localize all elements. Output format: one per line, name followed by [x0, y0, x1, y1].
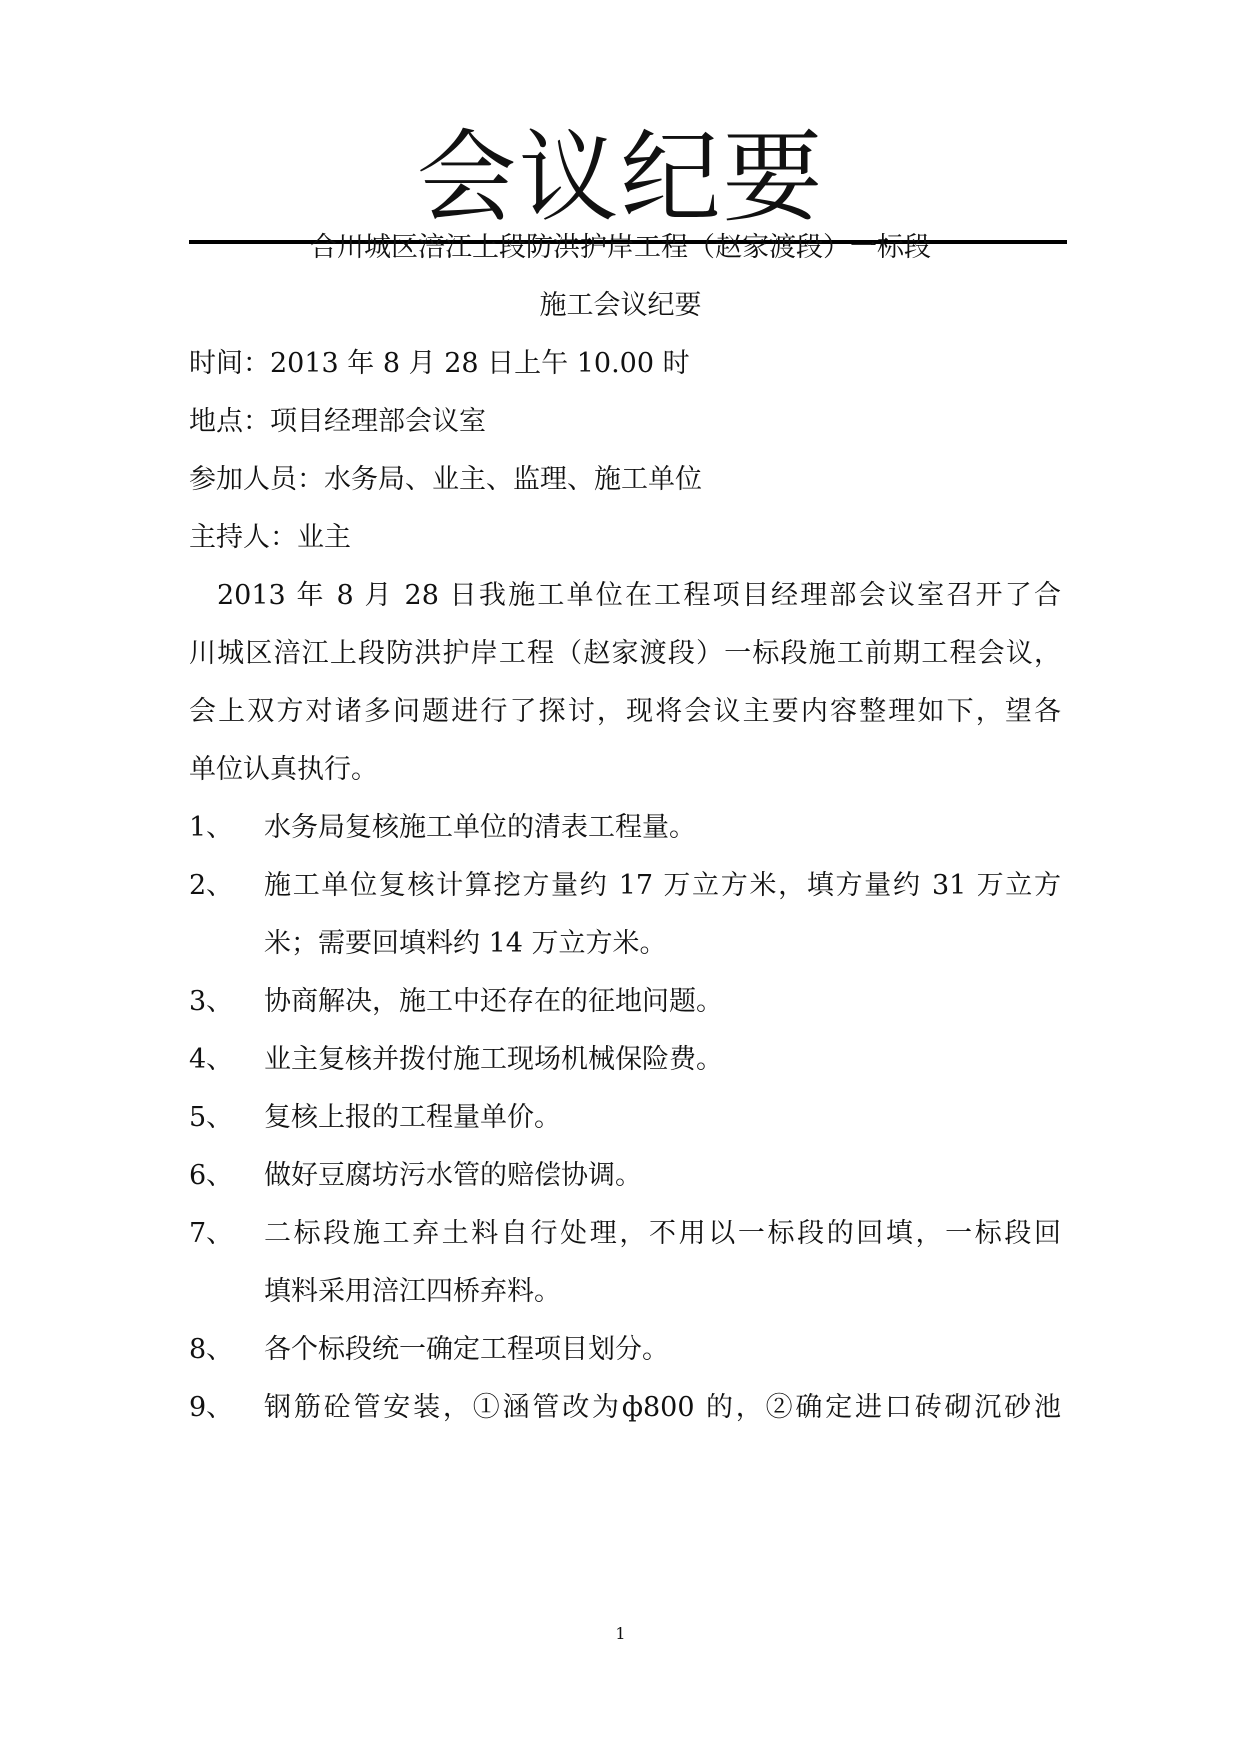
- item-text-continued: 填料采用涪江四桥弃料。: [264, 1276, 561, 1307]
- item-number: 5、: [189, 1102, 234, 1133]
- item-text: 钢筋砼管安装，①涵管改为ф800 的，②确定进口砖砌沉砂池: [264, 1392, 1061, 1423]
- intro-line-2: 川城区涪江上段防洪护岸工程（赵家渡段）一标段施工前期工程会议，: [189, 638, 1061, 669]
- item-number: 8、: [189, 1334, 234, 1365]
- subtitle-line-2: 施工会议纪要: [539, 290, 702, 321]
- item-text: 施工单位复核计算挖方量约 17 万立方米，填方量约 31 万立方: [264, 870, 1061, 901]
- item-number: 2、: [189, 870, 234, 901]
- item-text: 二标段施工弃土料自行处理，不用以一标段的回填，一标段回: [264, 1218, 1061, 1249]
- intro-line-3: 会上双方对诸多问题进行了探讨，现将会议主要内容整理如下，望各: [189, 696, 1061, 727]
- meeting-host: 主持人：业主: [189, 522, 351, 553]
- item-text-continued: 米；需要回填料约 14 万立方米。: [264, 928, 667, 959]
- document-title: 会议纪要: [416, 119, 825, 236]
- intro-line-4: 单位认真执行。: [189, 754, 378, 785]
- subtitle-line-1: 合川城区涪江上段防洪护岸工程（赵家渡段）一标段: [310, 232, 931, 263]
- item-text: 协商解决，施工中还存在的征地问题。: [264, 986, 723, 1017]
- item-text: 水务局复核施工单位的清表工程量。: [264, 812, 696, 843]
- item-number: 1、: [189, 812, 234, 843]
- meeting-place: 地点：项目经理部会议室: [189, 406, 486, 437]
- item-number: 9、: [189, 1392, 234, 1423]
- page-number: 1: [615, 1624, 626, 1643]
- meeting-attendees: 参加人员：水务局、业主、监理、施工单位: [189, 464, 702, 495]
- item-number: 3、: [189, 986, 234, 1017]
- meeting-time: 时间：2013 年 8 月 28 日上午 10.00 时: [189, 348, 690, 379]
- item-text: 复核上报的工程量单价。: [264, 1102, 561, 1133]
- item-text: 业主复核并拨付施工现场机械保险费。: [264, 1044, 723, 1075]
- intro-line-1: 2013 年 8 月 28 日我施工单位在工程项目经理部会议室召开了合: [217, 580, 1061, 611]
- item-text: 做好豆腐坊污水管的赔偿协调。: [264, 1160, 642, 1191]
- item-text: 各个标段统一确定工程项目划分。: [264, 1334, 669, 1365]
- item-number: 7、: [189, 1218, 234, 1249]
- item-number: 6、: [189, 1160, 234, 1191]
- item-number: 4、: [189, 1044, 234, 1075]
